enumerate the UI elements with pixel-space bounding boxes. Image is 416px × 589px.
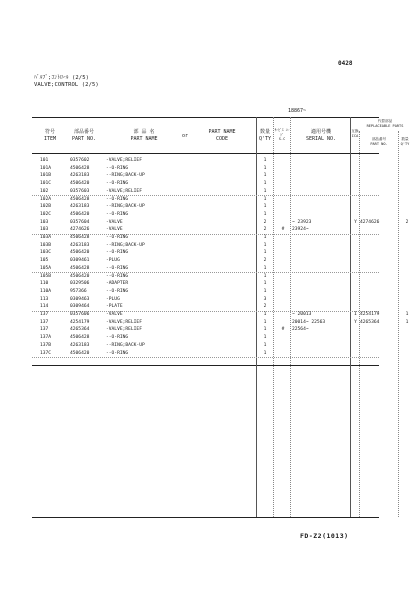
cell-part-no: 4506428 bbox=[70, 165, 90, 171]
cell-qty: 1 bbox=[263, 196, 267, 202]
cell-serial: 23924~ bbox=[292, 227, 309, 233]
cell-qty: 1 bbox=[263, 173, 267, 179]
table-row bbox=[32, 319, 409, 327]
cell-ica: I bbox=[354, 312, 357, 317]
header-serial: 適用号機 SERIAL NO. bbox=[305, 129, 337, 142]
cell-qty: 1 bbox=[263, 242, 267, 248]
table-row bbox=[32, 257, 379, 265]
cell-name: --O-RING bbox=[106, 335, 129, 341]
cell-name: --RING;BACK-UP bbox=[106, 242, 145, 248]
cell-part-no: 4506420 bbox=[70, 211, 90, 217]
cell-item: 105 bbox=[40, 258, 49, 264]
cell-qty: 1 bbox=[263, 342, 267, 348]
table-row bbox=[32, 296, 379, 304]
header-replaceable: 代替部品 REPLACEABLE PARTS bbox=[366, 119, 404, 128]
table-row bbox=[32, 303, 379, 311]
cell-name: --O-RING bbox=[106, 196, 129, 202]
table-row bbox=[32, 157, 379, 165]
cell-sc: # bbox=[281, 327, 285, 333]
cell-qty: 1 bbox=[263, 327, 267, 333]
cell-part-no: 4263183 bbox=[70, 204, 90, 210]
cell-item: 114 bbox=[40, 304, 49, 310]
cell-part-no: 4254179 bbox=[70, 319, 90, 325]
cell-part-no: 4506428 bbox=[70, 265, 90, 271]
header-part-name-code: PART NAME CODE bbox=[208, 129, 236, 142]
cell-part-no: 4265364 bbox=[70, 327, 90, 333]
cell-name: -ADAPTER bbox=[106, 281, 129, 287]
cell-part-no: 4506420 bbox=[70, 181, 90, 187]
header-service-code: ｻｰﾋﾞｽ ｺｰﾄﾞ S.C bbox=[274, 128, 290, 142]
cell-item: 103 bbox=[40, 219, 49, 225]
cell-item: 103B bbox=[40, 242, 52, 248]
header-interchange: 互換 ICA bbox=[351, 129, 359, 138]
header-or: or bbox=[181, 133, 189, 139]
cell-item: 102A bbox=[40, 196, 52, 202]
cell-part-no: 4263183 bbox=[70, 173, 90, 179]
cell-qty: 3 bbox=[263, 296, 267, 302]
table-row bbox=[32, 326, 379, 334]
cell-qty: 1 bbox=[263, 319, 267, 325]
cell-rqty: 1 bbox=[405, 312, 409, 317]
cell-name: -VALVE bbox=[106, 219, 123, 225]
cell-item: 101A bbox=[40, 165, 52, 171]
cell-rpart: 4274626 bbox=[360, 219, 380, 225]
cell-part-no: 0309464 bbox=[70, 304, 90, 310]
table-row bbox=[32, 211, 379, 219]
cell-item: 102 bbox=[40, 188, 49, 194]
cell-part-no: 4506428 bbox=[70, 235, 90, 240]
cell-qty: 1 bbox=[263, 312, 267, 317]
cell-name: -VALVE;RELIEF bbox=[106, 188, 142, 194]
cell-item: 105B bbox=[40, 273, 52, 279]
cell-item: 103C bbox=[40, 250, 52, 256]
cell-part-no: 4263183 bbox=[70, 342, 90, 348]
cell-serial: 20014~ 22563 bbox=[292, 319, 326, 325]
cell-part-no: 4506420 bbox=[70, 250, 90, 256]
cell-item: 113 bbox=[40, 296, 49, 302]
cell-item: 137 bbox=[40, 312, 49, 317]
header-qty: 数量 Q'TY bbox=[258, 129, 272, 142]
cell-part-no: 0309463 bbox=[70, 296, 90, 302]
cell-name: --O-RING bbox=[106, 211, 129, 217]
cell-qty: 1 bbox=[263, 211, 267, 217]
cell-item: 110A bbox=[40, 288, 52, 294]
table-row bbox=[32, 311, 409, 319]
parts-table bbox=[32, 117, 410, 589]
cell-part-no: 4506420 bbox=[70, 350, 90, 356]
form-code: FD-Z2(1013) bbox=[300, 532, 349, 540]
cell-rqty: 2 bbox=[405, 219, 409, 225]
table-row bbox=[32, 288, 379, 296]
cell-name: -PLUG bbox=[106, 296, 120, 302]
cell-part-no: 0329506 bbox=[70, 281, 90, 287]
table-row bbox=[32, 273, 379, 281]
cell-qty: 2 bbox=[263, 304, 267, 310]
cell-name: -VALVE;RELIEF bbox=[106, 327, 142, 333]
cell-name: -PLATE bbox=[106, 304, 123, 310]
table-row bbox=[32, 188, 379, 196]
cell-item: 137 bbox=[40, 327, 49, 333]
cell-name: --O-RING bbox=[106, 181, 129, 187]
header-part-no: 部品番号 PART NO. bbox=[71, 129, 97, 142]
cell-name: -VALVE bbox=[106, 227, 123, 233]
cell-qty: 1 bbox=[263, 165, 267, 171]
cell-qty: 1 bbox=[263, 181, 267, 187]
table-row bbox=[32, 334, 379, 342]
cell-qty: 1 bbox=[263, 335, 267, 341]
cell-item: 103 bbox=[40, 227, 49, 233]
table-row bbox=[32, 219, 409, 227]
table-row bbox=[32, 196, 379, 204]
cell-item: 101C bbox=[40, 181, 52, 187]
serial-range: 18867~ bbox=[288, 108, 307, 114]
table-row bbox=[32, 165, 379, 173]
cell-item: 137 bbox=[40, 319, 49, 325]
cell-item: 105A bbox=[40, 265, 52, 271]
cell-item: 110 bbox=[40, 281, 49, 287]
title-japanese: ﾊﾞﾙﾌﾞ;ｺﾝﾄﾛｰﾙ (2/5) bbox=[34, 75, 90, 81]
cell-part-no: 0357603 bbox=[70, 188, 90, 194]
cell-item: 137C bbox=[40, 350, 52, 356]
cell-qty: 1 bbox=[263, 235, 267, 240]
cell-part-no: 4506428 bbox=[70, 196, 90, 202]
cell-serial: ~ 20013 bbox=[292, 312, 312, 317]
cell-name: --O-RING bbox=[106, 250, 129, 256]
cell-name: --O-RING bbox=[106, 235, 129, 240]
cell-serial: 22564~ bbox=[292, 327, 309, 333]
cell-name: --RING;BACK-UP bbox=[106, 173, 145, 179]
cell-name: --O-RING bbox=[106, 273, 129, 279]
cell-qty: 1 bbox=[263, 188, 267, 194]
cell-part-no: 0357604 bbox=[70, 219, 90, 225]
table-row bbox=[32, 265, 379, 273]
table-row bbox=[32, 342, 379, 350]
cell-part-no: 0357606 bbox=[70, 312, 90, 317]
cell-part-no: 4506428 bbox=[70, 335, 90, 341]
cell-qty: 1 bbox=[263, 288, 267, 294]
cell-item: 101 bbox=[40, 158, 49, 163]
cell-qty: 1 bbox=[263, 281, 267, 287]
cell-qty: 1 bbox=[263, 204, 267, 210]
cell-qty: 1 bbox=[263, 265, 267, 271]
cell-rpart: 4254179 bbox=[360, 312, 380, 317]
page-number: 0428 bbox=[338, 60, 353, 67]
cell-ica: Y bbox=[354, 319, 357, 325]
cell-name: --RING;BACK-UP bbox=[106, 204, 145, 210]
cell-item: 102B bbox=[40, 204, 52, 210]
cell-qty: 1 bbox=[263, 158, 267, 163]
cell-name: --O-RING bbox=[106, 288, 129, 294]
cell-qty: 2 bbox=[263, 258, 267, 264]
table-row bbox=[32, 180, 379, 188]
cell-item: 101B bbox=[40, 173, 52, 179]
table-row bbox=[32, 226, 379, 234]
cell-name: --O-RING bbox=[106, 165, 129, 171]
cell-part-no: 4506420 bbox=[70, 273, 90, 279]
table-row bbox=[32, 350, 379, 358]
row-separator bbox=[32, 357, 379, 358]
cell-name: -PLUG bbox=[106, 258, 120, 264]
cell-name: -VALVE;RELIEF bbox=[106, 158, 142, 163]
header-replace-qty: 数量 Q'TY bbox=[400, 137, 410, 146]
table-row bbox=[32, 249, 379, 257]
header-item: 符号 ITEM bbox=[43, 129, 57, 142]
cell-name: --O-RING bbox=[106, 350, 129, 356]
cell-item: 137B bbox=[40, 342, 52, 348]
cell-qty: 2 bbox=[263, 219, 267, 225]
cell-item: 103A bbox=[40, 235, 52, 240]
cell-qty: 1 bbox=[263, 273, 267, 279]
header-replace-part-no: 部品番号 PART NO. bbox=[370, 137, 388, 146]
cell-serial: ~ 23923 bbox=[292, 219, 312, 225]
cell-part-no: 0309461 bbox=[70, 258, 90, 264]
cell-qty: 1 bbox=[263, 350, 267, 356]
table-row bbox=[32, 234, 379, 242]
cell-sc: # bbox=[281, 227, 285, 233]
cell-name: --O-RING bbox=[106, 265, 129, 271]
header-part-name: 部 品 名 PART NAME bbox=[130, 129, 158, 142]
cell-name: -VALVE bbox=[106, 312, 123, 317]
table-row bbox=[32, 280, 379, 288]
cell-item: 102C bbox=[40, 211, 52, 217]
table-row bbox=[32, 242, 379, 250]
cell-part-no: 0357602 bbox=[70, 158, 90, 163]
cell-name: --RING;BACK-UP bbox=[106, 342, 145, 348]
cell-qty: 1 bbox=[263, 250, 267, 256]
cell-part-no: 957366 bbox=[70, 288, 87, 294]
table-row bbox=[32, 203, 379, 211]
cell-item: 137A bbox=[40, 335, 52, 341]
cell-rpart: 4265364 bbox=[360, 319, 380, 325]
cell-name: -VALVE;RELIEF bbox=[106, 319, 142, 325]
table-row bbox=[32, 172, 379, 180]
title-english: VALVE;CONTROL (2/5) bbox=[34, 82, 99, 88]
cell-part-no: 4274626 bbox=[70, 227, 90, 233]
cell-part-no: 4263183 bbox=[70, 242, 90, 248]
cell-rqty: 1 bbox=[405, 319, 409, 325]
cell-qty: 2 bbox=[263, 227, 267, 233]
cell-ica: Y bbox=[354, 219, 357, 225]
